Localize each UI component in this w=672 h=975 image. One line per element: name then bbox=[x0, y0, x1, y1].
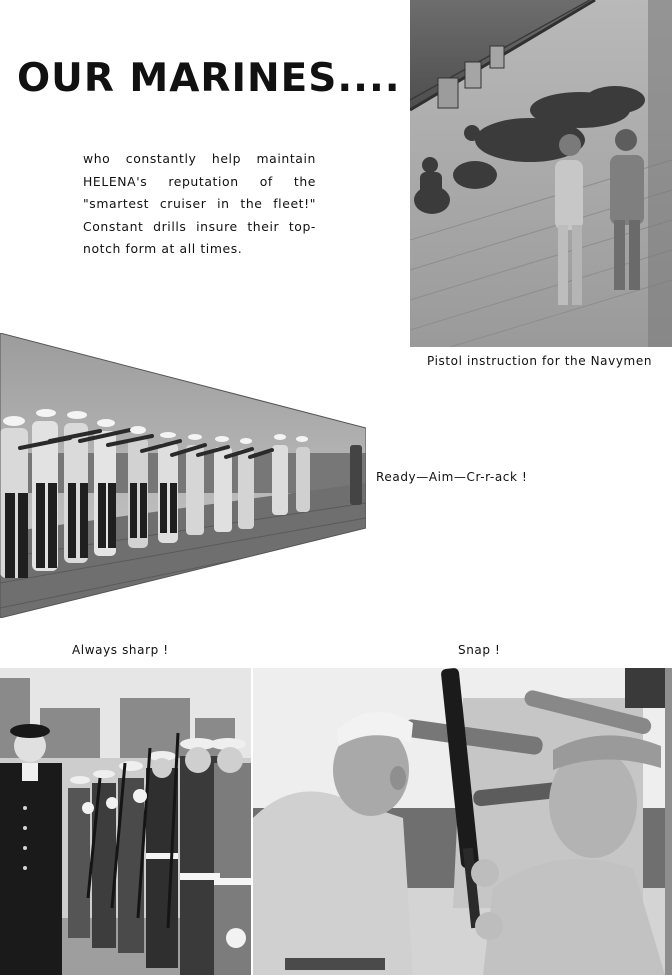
inspection-caption: Always sharp ! bbox=[72, 643, 169, 657]
snap-caption: Snap ! bbox=[458, 643, 501, 657]
inspection-photo bbox=[0, 668, 251, 975]
pistol-instruction-photo bbox=[410, 0, 672, 347]
page-title: OUR MARINES.... bbox=[17, 56, 401, 101]
page-edge-shadow bbox=[665, 668, 672, 975]
pistol-instruction-caption: Pistol instruction for the Navymen bbox=[427, 354, 653, 368]
rifle-drill-photo bbox=[0, 333, 366, 618]
rifle-drill-caption: Ready—Aim—Cr-r-ack ! bbox=[376, 470, 528, 484]
intro-paragraph: who constantly help maintain HELENA's reputation of the "smartest cruiser in the fleet!" Constant drills insure their top-notch form at all times. bbox=[83, 151, 316, 256]
snap-photo bbox=[253, 668, 665, 975]
